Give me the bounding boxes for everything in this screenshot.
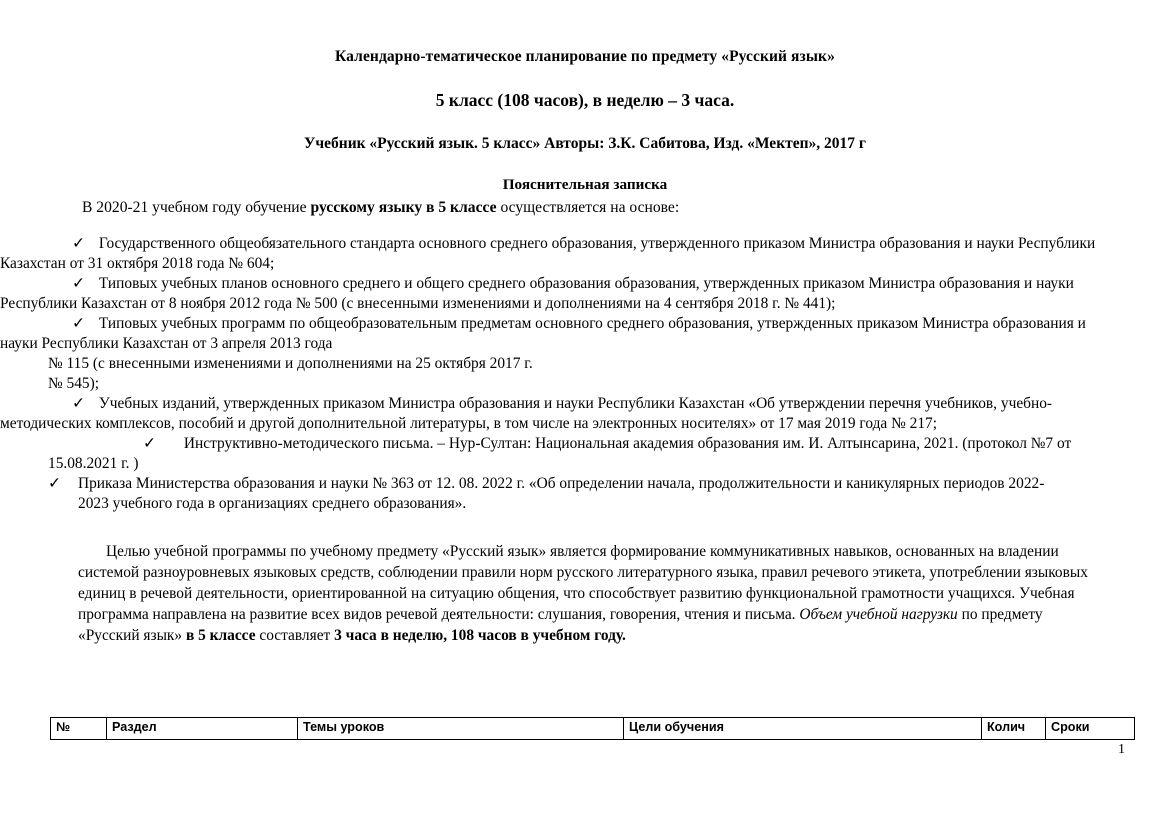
goal-line-1: Целью учебной программы по учебному предмету «Русский язык» является формирование коммуникативных навыков, основанных на	[106, 543, 994, 561]
intro-part-1: В 2020-21 учебном году обучение	[82, 199, 311, 217]
list-item-text-line-1: Приказа Министерства образования и науки № 363 от 12. 08. 2022 г. «Об определении начала, продолжительности и каникулярных периодов	[78, 475, 1005, 493]
list-item-continuation	[0, 354, 1170, 394]
title-block	[0, 0, 1170, 194]
workload-bold-grade: в 5 классе	[185, 626, 256, 644]
list-item	[0, 314, 1170, 354]
check-icon: ✓	[72, 395, 85, 413]
check-icon: ✓	[72, 315, 85, 333]
table-header-quantity: Колич	[982, 718, 1046, 740]
list-item-text-line-2: 2022-2023 учебного года в организациях среднего образования».	[78, 475, 1045, 513]
list-item	[0, 394, 1170, 434]
check-icon: ✓	[72, 235, 85, 253]
list-item	[0, 234, 1170, 274]
list-item-text-line-2: науки Республики Казахстан от 31 октября 2018 года № 604;	[0, 235, 1096, 273]
check-icon: ✓	[143, 435, 156, 453]
planning-table	[50, 717, 1135, 740]
intro-part-2: осуществляется на основе:	[496, 199, 680, 217]
table-header-number: №	[51, 718, 107, 740]
workload-italic: Объем учебной нагрузки	[799, 605, 958, 623]
table-header-section: Раздел	[107, 718, 298, 740]
workload-bold-hours: 3 часа в неделю, 108 часов в учебном году.	[334, 626, 626, 644]
intro-bold: русскому языку в 5 классе	[310, 199, 497, 217]
page-number: 1	[1118, 742, 1125, 757]
document-subtitle: 5 класс (108 часов), в неделю – 3 часа.	[435, 89, 735, 110]
list-item-text-line-3: 217;	[909, 415, 938, 433]
table-header-goals: Цели обучения	[624, 718, 982, 740]
table-header-terms: Сроки	[1046, 718, 1135, 740]
goal-paragraph	[0, 542, 1170, 646]
list-item-text-line-2: образования и науки Республики Казахстан от 8 ноября 2012 года № 500 (с внесенными изменениями и дополнениями на 4 сентября 2018 г. № 441);	[0, 275, 1074, 313]
basis-list	[0, 234, 1170, 514]
textbook-line: Учебник «Русский язык. 5 класс» Авторы: З.К. Сабитова, Изд. «Мектеп», 2017 г	[304, 134, 866, 152]
list-item-text	[78, 474, 1122, 514]
goal-line-3: употреблении языковых единиц в речевой деятельности, ориентированной на ситуацию общения, что способствует развитию функциональной	[78, 564, 1088, 602]
list-item-text-line-1: Типовых учебных программ по общеобразовательным предметам основного среднего образования, утвержденных приказом Министра	[98, 315, 989, 333]
workload-plain-2: составляет	[255, 626, 335, 644]
list-item	[0, 434, 1170, 474]
list-item-text-line-1: Учебных изданий, утвержденных приказом Министра образования и науки Республики Казахстан «Об утверждении перечня учебников,	[98, 395, 998, 413]
goal-line-4: грамотности учащихся. Учебная программа направлена на развитие всех видов речевой деятельности: слушания, говорения, чтения и письма.	[78, 585, 1075, 623]
workload-plain-1: по предмету «Русский язык»	[78, 605, 1043, 644]
list-item-text-line-2: учебно-методических комплексов, пособий и другой дополнительной литературы, в том числе на электронных носителях» от 17 мая 2019 года №	[0, 395, 1053, 433]
list-item-text-line-2: 15.08.2021 г. )	[48, 455, 139, 473]
list-item-text-line-1: Инструктивно-методического письма. – Нур-Султан: Национальная академия образования им. И. Алтынсарина, 2021. (протокол №7 от	[183, 435, 1072, 453]
list-item-text-line-4: № 545);	[48, 375, 100, 393]
list-item	[0, 274, 1170, 314]
list-item-text-line-1: Типовых учебных планов основного среднего и общего среднего образования образования, утвержденных приказом Министра	[98, 275, 936, 293]
list-item-text-line-2: образования и науки Республики Казахстан от 3 апреля 2013 года	[0, 315, 1086, 353]
table-header-row	[51, 718, 1135, 740]
check-icon: ✓	[72, 275, 85, 293]
list-item-text-line-3: № 115 (с внесенными изменениями и дополнениями на 25 октября 2017 г.	[48, 355, 533, 373]
list-item	[0, 474, 1170, 514]
intro-line	[0, 199, 1170, 217]
section-heading-explanatory-note: Пояснительная записка	[502, 176, 668, 194]
page-title: Календарно-тематическое планирование по предмету «Русский язык»	[335, 48, 835, 65]
check-icon: ✓	[48, 475, 61, 493]
list-item-text-line-1: Государственного общеобязательного стандарта основного среднего образования, утвержденного приказом Министра образования и	[98, 235, 973, 253]
goal-line-2: владении системой разноуровневых языковых средств, соблюдении правили норм русского литературного языка, правил речевого этикета,	[78, 543, 1059, 582]
table-header-topics: Темы уроков	[298, 718, 624, 740]
